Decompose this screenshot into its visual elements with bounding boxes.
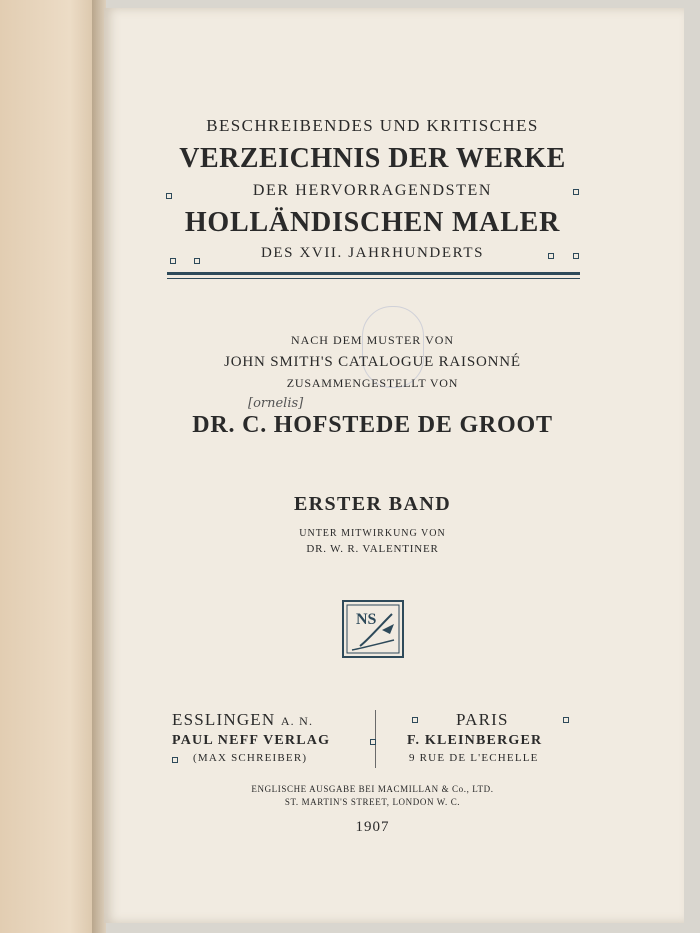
ornament-square-icon (170, 258, 176, 264)
english-edition-line-2: ST. MARTIN'S STREET, LONDON W. C. (284, 797, 461, 807)
credit-line-2: JOHN SMITH'S CATALOGUE RAISONNÉ (224, 354, 521, 370)
author-name: DR. C. HOFSTEDE DE GROOT (192, 412, 553, 438)
emblem-text: NS (356, 611, 377, 628)
credit-line-3: ZUSAMMENGESTELLT VON (286, 376, 459, 390)
ornament-square-icon (172, 757, 178, 763)
handwritten-annotation: [ornelis] (248, 396, 304, 411)
imprint-left-city: ESSLINGEN A. N. (172, 710, 314, 729)
credit-line-1: NACH DEM MUSTER VON (290, 333, 455, 347)
ornament-square-icon (573, 253, 579, 259)
title-rule-thin (167, 278, 580, 279)
title-line-4: HOLLÄNDISCHEN MALER (184, 207, 561, 238)
ornament-square-icon (166, 193, 172, 199)
title-line-3: DER HERVORRAGENDSTEN (252, 182, 493, 199)
imprint-right-publisher: F. KLEINBERGER (407, 733, 543, 748)
collab-line: UNTER MITWIRKUNG VON (299, 528, 446, 539)
collaborator-name: DR. W. R. VALENTINER (306, 543, 439, 555)
publication-year: 1907 (355, 819, 390, 835)
imprint-left-owner: (MAX SCHREIBER) (193, 752, 308, 764)
ornament-square-icon (563, 717, 569, 723)
ornament-square-icon (573, 189, 579, 195)
title-line-2: VERZEICHNIS DER WERKE (179, 143, 566, 174)
publisher-emblem-icon (342, 600, 404, 658)
ornament-square-icon (412, 717, 418, 723)
ornament-square-icon (370, 739, 376, 745)
imprint-left-city-suffix: A. N. (280, 714, 314, 728)
ornament-square-icon (194, 258, 200, 264)
imprint-right-address: 9 RUE DE L'ECHELLE (409, 752, 539, 764)
english-edition-line-1: ENGLISCHE AUSGABE BEI MACMILLAN & Co., LTD. (251, 784, 494, 794)
volume-label: ERSTER BAND (293, 493, 452, 515)
title-line-1: BESCHREIBENDES UND KRITISCHES (206, 116, 539, 135)
imprint-right-city: PARIS (456, 710, 509, 729)
ornament-square-icon (548, 253, 554, 259)
imprint-left-publisher: PAUL NEFF VERLAG (172, 733, 331, 748)
title-rule-thick (167, 272, 580, 275)
title-line-5: DES XVII. JAHRHUNDERTS (260, 245, 485, 261)
